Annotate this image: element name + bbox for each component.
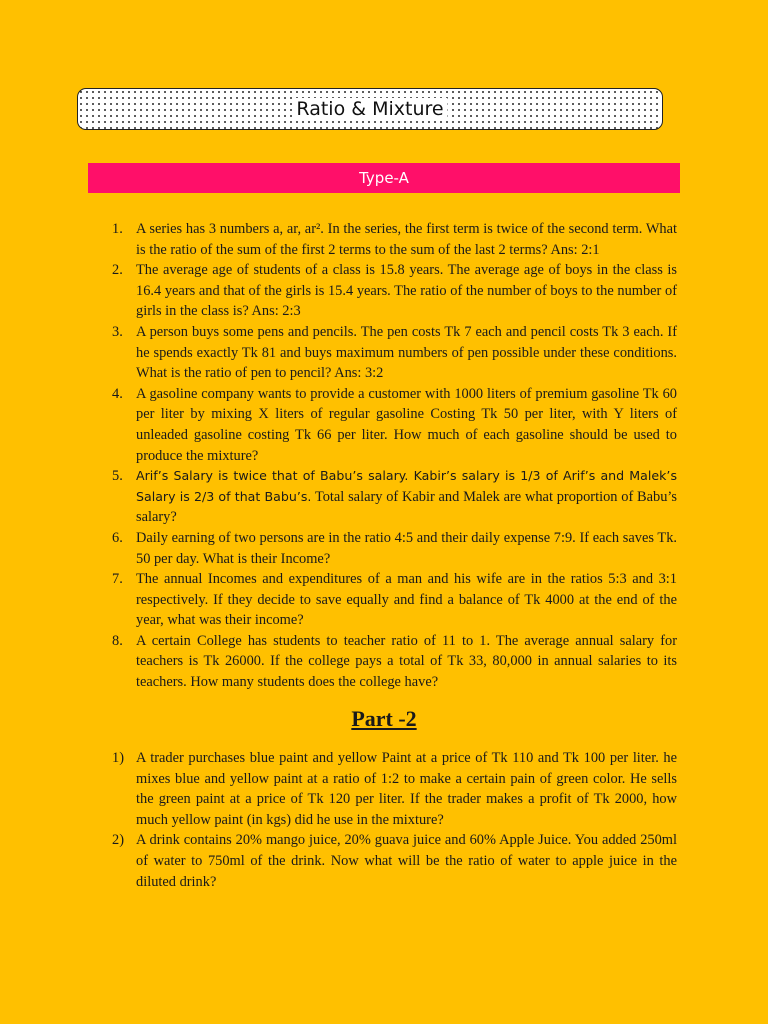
question-number: 8. [112, 632, 123, 649]
question-text: Total salary of Kabir and Malek are what proportion of Babu’s salary? [136, 488, 677, 526]
page-title: Ratio & Mixture [292, 98, 447, 120]
question-item [0, 219, 677, 260]
part-2-heading: Part -2 [351, 706, 417, 731]
question-number: 5. [112, 468, 123, 485]
question-text: A trader purchases blue paint and yellow Paint at a price of Tk 110 and Tk 100 per liter. he mixes blue and yellow paint at a ratio of 1:2 to make a certain pain of green color. He sells the green paint at a price of Tk 120 per liter. If the trader makes a profit of Tk 2000, how much yellow paint (in kgs) did he use in the mixture? [136, 750, 677, 828]
question-text-sans: Arif’s Salary is twice that of Babu’s salary. Kabir’s salary is 1/3 of Arif’s and Malek’s Salary is 2/3 of that Babu’s. [136, 468, 677, 504]
question-number: 3. [112, 323, 123, 340]
question-item [0, 631, 677, 693]
question-item [0, 260, 677, 322]
question-number: 2) [112, 832, 124, 849]
question-text: A certain College has students to teacher ratio of 11 to 1. The average annual salary for teachers is Tk 26000. If the college pays a total of Tk 33, 80,000 in annual salaries to its teachers. How many students does the college have? [136, 632, 677, 691]
question-item [0, 569, 677, 631]
question-number: 7. [112, 571, 123, 588]
part-2-question-list [0, 748, 677, 892]
type-a-label: Type-A [359, 169, 409, 187]
question-item [0, 322, 677, 384]
question-text: Daily earning of two persons are in the ratio 4:5 and their daily expense 7:9. If each saves Tk. 50 per day. What is their Income? [136, 529, 677, 567]
question-number: 4. [112, 385, 123, 402]
question-text: The annual Incomes and expenditures of a man and his wife are in the ratios 5:3 and 3:1 respectively. If they decide to save equally and find a balance of Tk 4000 at the end of the year, what was their income? [136, 571, 677, 629]
question-text: A person buys some pens and pencils. The pen costs Tk 7 each and pencil costs Tk 3 each. If he spends exactly Tk 81 and buys maximum numbers of pen possible under these conditions. What is the ratio of pen to pencil? Ans: 3:2 [136, 323, 677, 382]
type-a-header [88, 163, 680, 193]
question-item [0, 528, 677, 569]
question-item [0, 830, 677, 892]
title-box [77, 88, 663, 130]
question-text: A drink contains 20% mango juice, 20% guava juice and 60% Apple Juice. You added 250ml of water to 750ml of the drink. Now what will be the ratio of water to apple juice in the diluted drink? [136, 832, 677, 890]
question-number: 1) [112, 750, 124, 766]
question-number: 6. [112, 529, 123, 546]
question-item [0, 384, 677, 466]
question-text: A series has 3 numbers a, ar, ar². In the series, the first term is twice of the second term. What is the ratio of the sum of the first 2 terms to the sum of the last 2 terms? Ans: 2:1 [136, 221, 677, 258]
type-a-question-list [0, 219, 677, 693]
question-number: 1. [112, 221, 123, 237]
question-number: 2. [112, 262, 123, 279]
question-item [0, 466, 677, 528]
question-text: The average age of students of a class is 15.8 years. The average age of boys in the class is 16.4 years and that of the girls is 15.4 years. The ratio of the number of boys to the number of girls in the class is? Ans: 2:3 [136, 262, 677, 320]
question-text: A gasoline company wants to provide a customer with 1000 liters of premium gasoline Tk 60 per liter by mixing X liters of regular gasoline Costing Tk 50 per liter, with Y liters of unleaded gasoline costing Tk 66 per liter. How much of each gasoline should be used to produce the mixture? [136, 385, 677, 464]
question-item [0, 748, 677, 830]
